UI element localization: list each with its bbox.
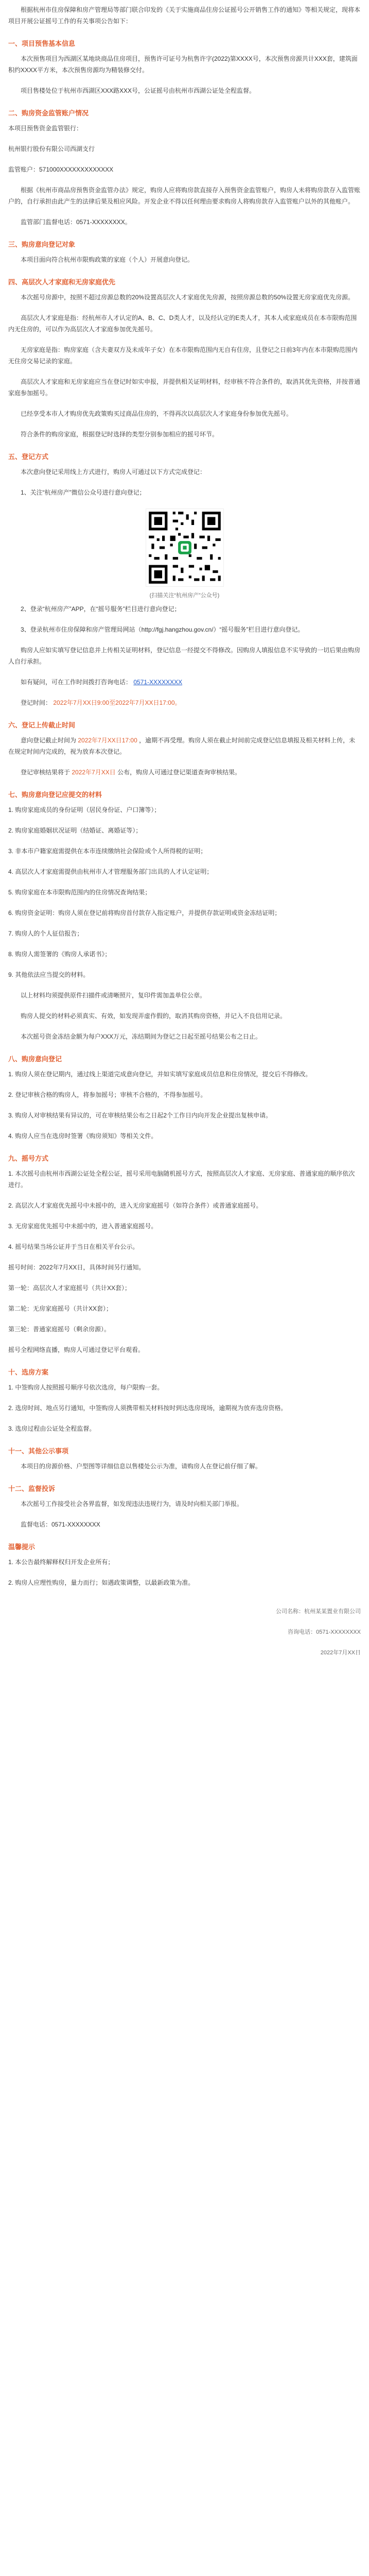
section-6-p3-text: 登记审核结果将于	[21, 769, 71, 776]
section-13-p1: 1. 本公告最终解释权归开发企业所有；	[8, 1558, 114, 1566]
section-13-title: 温馨提示	[8, 1543, 36, 1551]
section-5-p6	[8, 676, 361, 688]
section-7-p9: 9. 其他依法应当提交的材料。	[8, 971, 90, 978]
section-9-p6: 第一轮：高层次人才家庭摇号（共计XX套）；	[8, 1284, 131, 1292]
section-6-p4-text: 公布，购房人可通过登记渠道查询审核结果。	[117, 769, 241, 776]
section-8-p4: 4. 购房人应当在选房时签署《购房须知》等相关文件。	[8, 1132, 157, 1140]
footer-block	[8, 1606, 361, 1658]
section-7-p8: 8. 购房人需签署的《购房人承诺书》；	[8, 951, 111, 958]
section-6-p1	[8, 735, 361, 757]
section-2-p5: 监管部门监督电话：0571-XXXXXXXX。	[21, 218, 131, 226]
section-5-p2: 1、关注“杭州房产”微信公众号进行意向登记；	[21, 489, 146, 496]
section-13-p2: 2. 购房人应理性购房，量力而行；如遇政策调整，以最新政策为准。	[8, 1579, 195, 1586]
section-6-p2-text: ，逾期不再受理。购房人须在截止时间前完成登记信息填报及相关材料上传，未在规定时间内完成的，视为放弃本次登记。	[8, 737, 356, 755]
qr-code-icon	[146, 509, 223, 586]
section-2-p1: 本项目预售资金监管银行：	[8, 125, 83, 132]
section-9-title: 九、摇号方式	[8, 1155, 49, 1162]
footer-date: 2022年7月XX日	[320, 1650, 361, 1656]
section-3-title: 三、购房意向登记对象	[8, 241, 76, 248]
section-7-p6: 6. 购房资金证明：购房人须在登记前将购房首付款存入指定账户，并提供存款证明或资金冻结证明；	[8, 909, 281, 917]
section-5-p7	[8, 697, 361, 708]
section-11-title: 十一、其他公示事项	[8, 1447, 69, 1455]
section-4-p2: 高层次人才家庭是指：经杭州市人才认定的A、B、C、D类人才，以及经认定的E类人才，其本人或家庭成员在本市限购范围内无住房的，可以作为高层次人才家庭参加优先摇号。	[8, 314, 357, 333]
section-8-title: 八、购房意向登记	[8, 1055, 62, 1063]
section-12-title: 十二、监督投诉	[8, 1485, 56, 1493]
section-5-time-range: 2022年7月XX日9:00至2022年7月XX日17:00。	[53, 699, 181, 706]
section-9-p7: 第二轮：无房家庭摇号（共计XX套）；	[8, 1305, 113, 1312]
section-7-p5: 5. 购房家庭在本市限购范围内的住房情况查询结果；	[8, 889, 151, 896]
section-1-p2: 项目售楼处位于杭州市西湖区XXX路XXX号，公证摇号由杭州市西湖公证处全程监督。	[21, 87, 256, 94]
section-6-title: 六、登记上传截止时间	[8, 721, 76, 729]
section-12-p2: 监督电话：0571-XXXXXXXX	[21, 1521, 100, 1528]
section-7-p3: 3. 非本市户籍家庭需提供在本市连续缴纳社会保险或个人所得税的证明；	[8, 848, 207, 855]
footer-company: 公司名称：杭州某某置业有限公司	[276, 1608, 361, 1615]
section-7-title: 七、购房意向登记应提交的材料	[8, 791, 102, 799]
section-5-p5: 购房人应如实填写登记信息并上传相关证明材料，登记信息一经提交不得修改。因购房人填报信息不实导致的一切后果由购房人自行承担。	[8, 647, 361, 665]
section-2-p2: 杭州银行股份有限公司西湖支行	[8, 145, 95, 152]
intro-paragraph: 根据杭州市住房保障和房产管理局等部门联合印发的《关于实施商品住房公证摇号公开销售工作的通知》等相关规定，现将本项目开展公证摇号工作的有关事项公告如下：	[8, 6, 361, 25]
section-4-p6: 符合条件的购房家庭，根据登记时选择的类型分别参加相应的摇号环节。	[21, 431, 219, 438]
section-4-p4: 高层次人才家庭和无房家庭应当在登记时如实申报，并提供相关证明材料，经审核不符合条件的，取消其优先资格，并按普通家庭参加摇号。	[8, 378, 361, 397]
section-5-p4: 3、登录杭州市住房保障和房产管理局网站（http://fgj.hangzhou.gov.cn/）“摇号服务”栏目进行意向登记。	[21, 626, 304, 633]
section-7-p12: 本次摇号资金冻结金额为每户XXX万元，冻结期间为登记之日起至摇号结果公布之日止。	[21, 1033, 262, 1040]
section-7-p11: 购房人提交的材料必须真实、有效，如发现弄虚作假的，取消其购房资格，并记入不良信用记录。	[21, 1012, 287, 1020]
qr-code-caption: (扫描关注“杭州房产”公众号)	[149, 592, 220, 599]
section-9-p3: 3. 无房家庭优先摇号中未摇中的，进入普通家庭摇号。	[8, 1223, 157, 1230]
section-5-p7-label: 登记时间：	[21, 699, 52, 706]
section-7-p7: 7. 购房人的个人征信报告；	[8, 930, 83, 937]
section-12-p1: 本次摇号工作接受社会各界监督，如发现违法违规行为，请及时向相关部门举报。	[21, 1500, 243, 1507]
qr-code-block	[8, 509, 361, 599]
section-9-p1: 1. 本次摇号由杭州市西湖公证处全程公证，摇号采用电脑随机摇号方式，按照高层次人才家庭、无房家庭、普通家庭的顺序依次进行。	[8, 1170, 355, 1189]
section-5-title: 五、登记方式	[8, 453, 49, 461]
section-2-p4: 根据《杭州市商品房预售资金监管办法》规定，购房人应将购房款直接存入预售资金监管账户，购房人未将购房款存入监管账户的，自行承担由此产生的法律后果及相应风险。开发企业不得以任何理由要求购房人将购房款存入监管账户以外的其他账户。	[8, 187, 361, 205]
section-7-p4: 4. 高层次人才家庭需提供由杭州市人才管理服务部门出具的人才认定证明；	[8, 868, 213, 875]
section-9-p2: 2. 高层次人才家庭优先摇号中未摇中的，进入无房家庭摇号（如符合条件）或普通家庭摇号。	[8, 1202, 262, 1209]
section-7-p1: 1. 购房家庭成员的身份证明（居民身份证、户口簿等）；	[8, 806, 161, 814]
section-5-p3: 2、登录“杭州房产”APP，在“摇号服务”栏目进行意向登记；	[21, 605, 181, 613]
section-1-p1: 本次预售项目为西湖区某地块商品住房项目，预售许可证号为杭售许字(2022)第XXXX号，本次预售房源共计XXX套，建筑面积约XXXX平方米，本次预售房源均为精装修交付。	[8, 55, 358, 74]
section-5-p1: 本次意向登记采用线上方式进行，购房人可通过以下方式完成登记：	[21, 468, 206, 476]
section-4-p3: 无房家庭是指：购房家庭（含夫妻双方及未成年子女）在本市限购范围内无自有住房，且登记之日前3年内在本市限购范围内无住房交易记录的家庭。	[8, 346, 358, 365]
section-4-title: 四、高层次人才家庭和无房家庭优先	[8, 278, 116, 286]
section-8-p3: 3. 购房人对审核结果有异议的，可在审核结果公布之日起2个工作日内向开发企业提出复核申请。	[8, 1112, 272, 1119]
section-4-p5: 已经享受本市人才购房优先政策购买过商品住房的，不得再次以高层次人才家庭身份参加优先摇号。	[21, 410, 293, 417]
section-2-title: 二、购房资金监管账户情况	[8, 109, 89, 117]
section-9-p4: 4. 摇号结果当场公证并于当日在相关平台公示。	[8, 1243, 139, 1250]
section-9-p8: 第三轮：普通家庭摇号（剩余房源）。	[8, 1326, 111, 1333]
section-8-p1: 1. 购房人须在登记期内，通过线上渠道完成意向登记，并如实填写家庭成员信息和住房情况，提交后不得修改。	[8, 1071, 312, 1078]
section-5-p6-text: 如有疑问，可在工作时间拨打咨询电话：	[21, 679, 132, 686]
qr-code-image[interactable]	[146, 509, 224, 587]
section-9-p9: 摇号全程网络直播，购房人可通过登记平台观看。	[8, 1346, 145, 1353]
section-7-p10: 以上材料均须提供原件扫描件或清晰照片，复印件需加盖单位公章。	[21, 992, 206, 999]
footer-phone[interactable]: 咨询电话：0571-XXXXXXXX	[288, 1629, 361, 1635]
section-6-p3	[8, 767, 361, 778]
section-9-p5: 摇号时间：2022年7月XX日，具体时间另行通知。	[8, 1264, 145, 1271]
section-10-title: 十、选房方案	[8, 1368, 49, 1376]
section-7-p2: 2. 购房家庭婚姻状况证明（结婚证、离婚证等）；	[8, 827, 142, 834]
section-10-p2: 2. 选房时间、地点另行通知，中签购房人须携带相关材料按时到达选房现场，逾期视为放弃选房资格。	[8, 1404, 287, 1412]
section-1-title: 一、项目预售基本信息	[8, 40, 76, 47]
section-5-phone-link[interactable]: 0571-XXXXXXXX	[133, 679, 183, 686]
section-8-p2: 2. 登记审核合格的购房人，将参加摇号；审核不合格的，不得参加摇号。	[8, 1091, 207, 1098]
section-6-result-time: 2022年7月XX日	[72, 769, 116, 776]
section-10-p3: 3. 选房过程由公证处全程监督。	[8, 1425, 96, 1432]
section-11-p1: 本项目的房源价格、户型图等详细信息以售楼处公示为准，请购房人在登记前仔细了解。	[21, 1463, 262, 1470]
section-6-deadline: 2022年7月XX日17:00	[78, 737, 137, 744]
section-10-p1: 1. 中签购房人按照摇号顺序号依次选房，每户限购一套。	[8, 1384, 164, 1391]
section-4-p1: 本次摇号房源中，按照不超过房源总数的20%设置高层次人才家庭优先房源，按照房源总数的50%设置无房家庭优先房源。	[21, 294, 355, 301]
section-2-p3: 监管账户：571000XXXXXXXXXXXXX	[8, 166, 114, 173]
section-6-p1-text: 意向登记截止时间为	[21, 737, 77, 744]
section-3-p1: 本项目面向符合杭州市限购政策的家庭（个人）开展意向登记。	[21, 256, 194, 263]
